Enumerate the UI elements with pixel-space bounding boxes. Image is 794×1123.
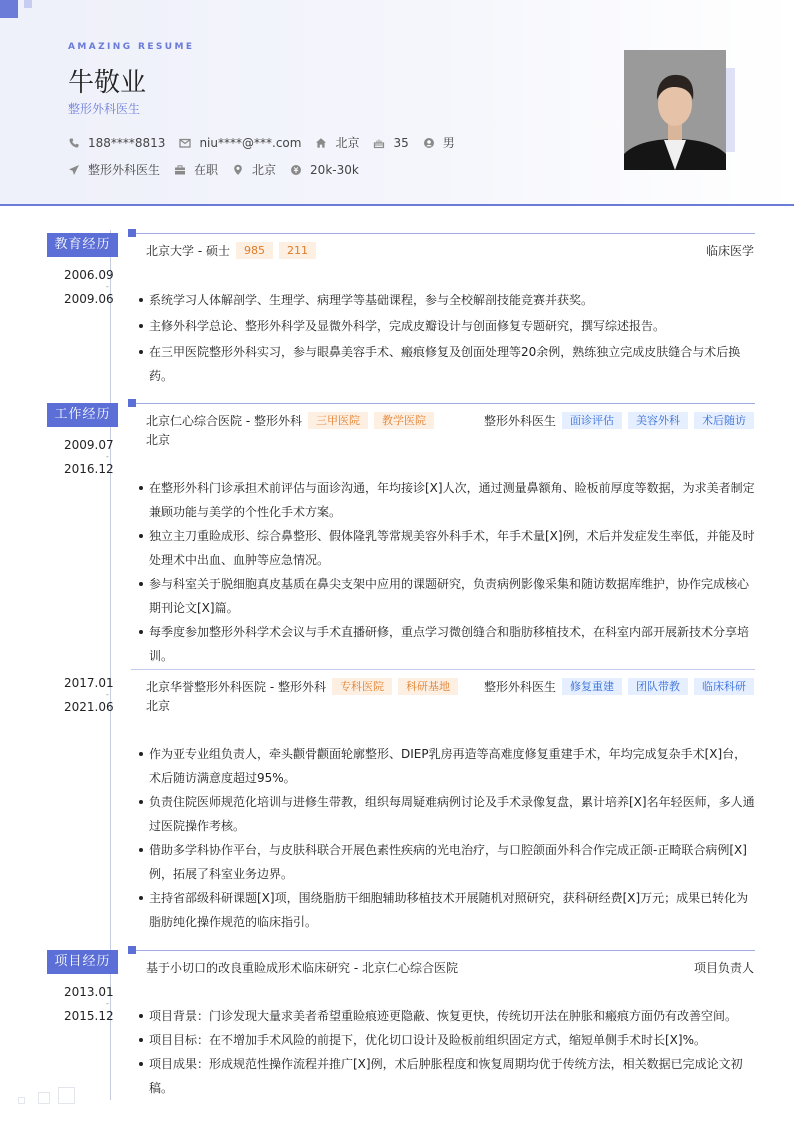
- section-marker: [128, 399, 136, 407]
- contact-phone-text: 188****8813: [88, 135, 166, 150]
- footer-decoration: [18, 1097, 25, 1104]
- edu-major: 临床医学: [705, 244, 754, 258]
- intention-salary-text: 20k-30k: [310, 162, 359, 177]
- section-label-work: 工作经历: [47, 403, 118, 427]
- intention-status-text: 在职: [194, 163, 219, 177]
- section-label-project: 项目经历: [47, 950, 118, 974]
- date-separator: -: [106, 690, 109, 699]
- org-tag: 专科医院: [332, 678, 392, 695]
- list-item: 在三甲医院整形外科实习，参与眼鼻美容手术、瘢痕修复及创面处理等20余例，熟练独立完成皮肤缝合与术后换药。: [136, 340, 756, 388]
- project-role-row: [694, 959, 754, 976]
- contact-email: [179, 136, 301, 150]
- work1-role: 整形外科医生: [483, 414, 556, 428]
- role-tag: 面诊评估: [562, 412, 622, 429]
- intention-city: [232, 161, 276, 178]
- work1-org: 北京仁心综合医院 - 整形外科: [146, 414, 302, 428]
- resume-tagline: AMAZING RESUME: [68, 42, 195, 52]
- contact-age-text: 35: [393, 135, 409, 150]
- role-tag: 团队带教: [628, 678, 688, 695]
- section-marker: [128, 946, 136, 954]
- mail-icon: [179, 137, 191, 149]
- send-icon: [68, 164, 80, 176]
- list-item: 系统学习人体解剖学、生理学、病理学等基础课程，参与全校解剖技能竞赛并获奖。: [136, 288, 756, 312]
- list-item: 每季度参加整形外科学术会议与手术直播研修，重点学习微创缝合和脂肪移植技术，在科室内部开展新技术分享培训。: [136, 620, 756, 668]
- corner-decoration: [0, 0, 18, 18]
- footer-decoration: [58, 1087, 75, 1104]
- footer-decoration: [38, 1092, 50, 1104]
- org-tag: 三甲医院: [308, 412, 368, 429]
- intention-salary: [290, 163, 359, 177]
- list-item: 负责住院医师规范化培训与进修生带教，组织每周疑难病例讨论及手术录像复盘，累计培养[X]名年轻医师，多人通过医院操作考核。: [136, 790, 756, 838]
- contact-gender-text: 男: [442, 136, 455, 150]
- work2-role: 整形外科医生: [483, 680, 556, 694]
- date-separator: -: [106, 999, 109, 1008]
- project-name-row: [146, 959, 458, 976]
- list-item: 作为亚专业组负责人，牵头颧骨颧面轮廓整形、DIEP乳房再造等高难度修复重建手术，年均完成复杂手术[X]台，术后随访满意度超过95%。: [136, 742, 756, 790]
- contact-age: [373, 136, 408, 150]
- role-tag: 术后随访: [694, 412, 754, 429]
- school-tag: 211: [279, 242, 316, 259]
- list-item: 主修外科学总论、整形外科学及显微外科学，完成皮瓣设计与创面修复专题研究，撰写综述报告。: [136, 314, 756, 338]
- intention-city-text: 北京: [252, 163, 277, 177]
- entry-divider: [131, 669, 755, 670]
- work1-start-date: 2009.07: [64, 438, 114, 452]
- edu-end-date: 2006.09: [64, 268, 114, 282]
- project-name: 基于小切口的改良重睑成形术临床研究 - 北京仁心综合医院: [146, 961, 458, 975]
- project-role: 项目负责人: [693, 961, 754, 975]
- work1-bullet-list: [136, 476, 756, 668]
- list-item: 参与科室关于脱细胞真皮基质在鼻尖支架中应用的课题研究，负责病例影像采集和随访数据库维护，协作完成核心期刊论文[X]篇。: [136, 572, 756, 620]
- list-item: 项目背景：门诊发现大量求美者希望重睑痕迹更隐蔽、恢复更快，传统切开法在肿胀和瘢痕方面仍有改善空间。: [136, 1004, 756, 1028]
- edu-school: 北京大学 - 硕士: [146, 244, 230, 258]
- work1-org-row: [146, 412, 434, 429]
- profile-photo: [624, 50, 726, 170]
- section-divider: [136, 950, 755, 951]
- phone-icon: [68, 137, 80, 149]
- date-separator: -: [106, 452, 109, 461]
- project-bullet-list: [136, 1004, 756, 1100]
- list-item: 项目目标：在不增加手术风险的前提下，优化切口设计及睑板前组织固定方式，缩短单侧手术时长[X]%。: [136, 1028, 756, 1052]
- list-item: 借助多学科协作平台，与皮肤科联合开展色素性疾病的光电治疗，与口腔颌面外科合作完成正颌-正畸联合病例[X]例，拓展了科室业务边界。: [136, 838, 756, 886]
- list-item: 在整形外科门诊承担术前评估与面诊沟通，年均接诊[X]人次，通过测量鼻额角、睑板前厚度等数据，为求美者制定兼顾功能与美学的个性化手术方案。: [136, 476, 756, 524]
- salary-icon: [290, 164, 302, 176]
- contact-phone: [68, 136, 165, 150]
- location-icon: [232, 164, 244, 176]
- briefcase-icon: [174, 164, 186, 176]
- contact-gender: [423, 134, 455, 151]
- candidate-name: 牛敬业: [68, 68, 147, 98]
- project-end-date: 2015.12: [64, 1009, 114, 1023]
- corner-decoration-small: [24, 0, 32, 8]
- section-marker: [128, 229, 136, 237]
- intention-status: [174, 161, 218, 178]
- list-item: 主持省部级科研课题[X]项，围绕脂肪干细胞辅助移植技术开展随机对照研究，获科研经费[X]万元；成果已转化为脂肪纯化操作规范的临床指引。: [136, 886, 756, 934]
- project-start-date: 2013.01: [64, 985, 114, 999]
- candidate-title: 整形外科医生: [68, 102, 141, 116]
- work1-end-date: 2016.12: [64, 462, 114, 476]
- section-divider: [136, 233, 755, 234]
- home-icon: [315, 137, 327, 149]
- edu-start-date: 2009.06: [64, 292, 114, 306]
- work2-bullet-list: [136, 742, 756, 934]
- section-label-education: 教育经历: [47, 233, 118, 257]
- resume-header: [0, 0, 794, 206]
- gender-icon: [423, 137, 435, 149]
- work2-end-date: 2021.06: [64, 700, 114, 714]
- org-tag: 科研基地: [398, 678, 458, 695]
- contact-email-text: niu****@***.com: [199, 135, 302, 150]
- role-tag: 美容外科: [628, 412, 688, 429]
- role-tag: 临床科研: [694, 678, 754, 695]
- job-intention-row: [68, 161, 373, 178]
- edu-bullet-list: [136, 288, 756, 388]
- contact-home-text: 北京: [335, 136, 360, 150]
- org-tag: 教学医院: [374, 412, 434, 429]
- work2-start-date: 2017.01: [64, 676, 114, 690]
- work1-role-row: [484, 412, 754, 429]
- list-item: 项目成果：形成规范性操作流程并推广[X]例，术后肿胀程度和恢复周期均优于传统方法，相关数据已完成论文初稿。: [136, 1052, 756, 1100]
- contact-home: [315, 134, 359, 151]
- date-separator: -: [106, 282, 109, 291]
- work2-org-row: [146, 678, 458, 695]
- work2-org: 北京华誉整形外科医院 - 整形外科: [146, 680, 326, 694]
- cake-icon: [373, 137, 385, 149]
- work2-role-row: [484, 678, 754, 695]
- edu-major-row: [706, 242, 754, 259]
- school-tag: 985: [236, 242, 273, 259]
- list-item: 独立主刀重睑成形、综合鼻整形、假体隆乳等常规美容外科手术，年手术量[X]例，术后并发症发生率低，并能及时处理术中出血、血肿等应急情况。: [136, 524, 756, 572]
- role-tag: 修复重建: [562, 678, 622, 695]
- edu-school-row: [146, 242, 316, 259]
- work2-city: 北京: [146, 699, 171, 713]
- work1-city: 北京: [146, 433, 171, 447]
- intention-position-text: 整形外科医生: [88, 163, 161, 177]
- section-divider: [136, 403, 755, 404]
- contact-row: [68, 134, 469, 151]
- intention-position: [68, 161, 160, 178]
